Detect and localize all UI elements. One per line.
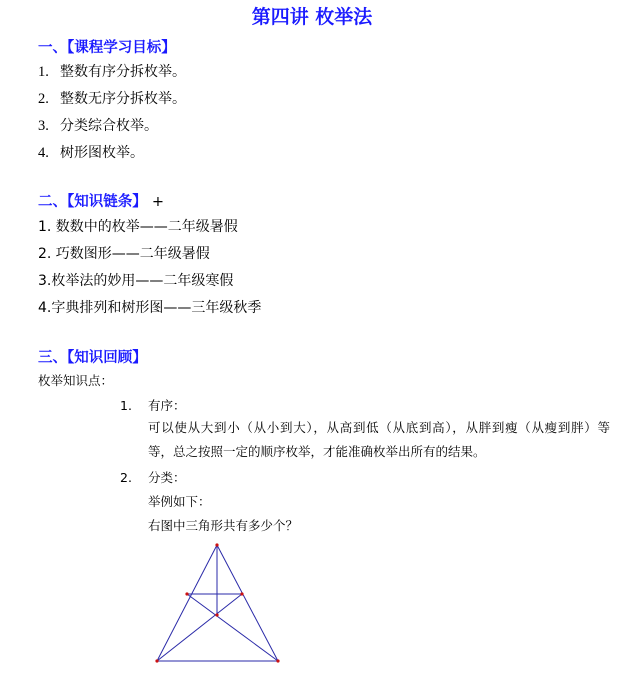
figure-line	[157, 594, 242, 661]
section-heading-review: 三、【知识回顾】	[38, 350, 147, 366]
list-item: 2. 巧数图形——二年级暑假	[38, 246, 210, 262]
figure-point	[240, 592, 243, 595]
expand-plus[interactable]: +	[151, 194, 164, 210]
figure-point	[185, 592, 188, 595]
point-1-label: 有序：	[148, 398, 186, 413]
question-text: 右图中三角形共有多少个？	[148, 518, 299, 533]
point-1-text: 可以使从大到小（从小到大），从高到低（从底到高），从胖到瘦（从瘦到胖）等等，总之按照一定的顺序枚举，才能准确枚举出所有的结果。	[148, 420, 610, 459]
list-item: 4.字典排列和树形图——三年级秋季	[38, 300, 262, 316]
list-item: 1. 整数有序分拆枚举。	[38, 64, 186, 80]
section-heading-chain: 二、【知识链条】 +	[38, 194, 164, 210]
figure-line	[187, 594, 278, 661]
list-item: 1. 数数中的枚举——二年级暑假	[38, 219, 238, 235]
review-intro: 枚举知识点：	[38, 373, 114, 388]
list-item: 4. 树形图枚举。	[38, 145, 144, 161]
point-2-label: 分类：	[148, 470, 186, 485]
figure-point	[155, 659, 158, 662]
figure-line	[157, 545, 217, 661]
page-title: 第四讲 枚举法	[251, 6, 373, 28]
list-item: 3.枚举法的妙用——二年级寒假	[38, 273, 234, 289]
figure-point	[276, 659, 279, 662]
section-heading-goals: 一、【课程学习目标】	[38, 40, 176, 56]
list-item: 3. 分类综合枚举。	[38, 118, 158, 134]
point-1-number: 1.	[120, 398, 132, 413]
point-2-number: 2.	[120, 470, 132, 485]
list-item: 2. 整数无序分拆枚举。	[38, 91, 186, 107]
figure-line	[217, 545, 278, 661]
example-label: 举例如下：	[148, 494, 211, 509]
figure-point	[215, 543, 218, 546]
figure-point	[215, 613, 218, 616]
